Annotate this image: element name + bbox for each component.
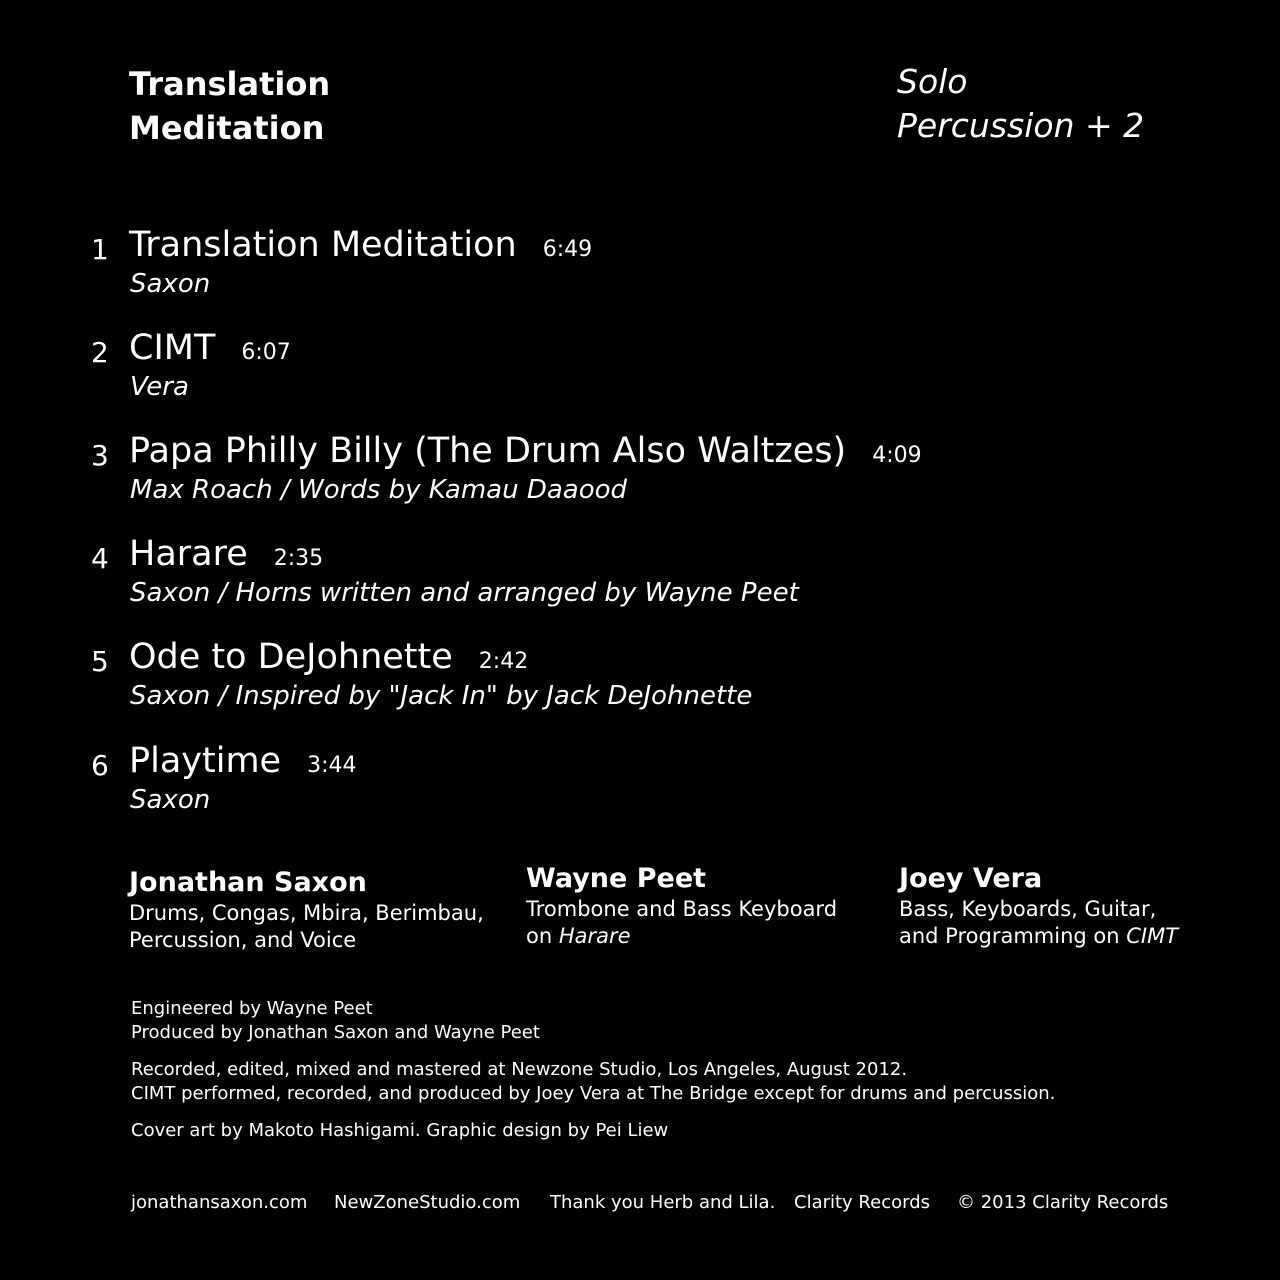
track-heading xyxy=(129,637,528,677)
track-duration: 2:35 xyxy=(273,546,324,571)
track-title: Harare xyxy=(129,534,248,574)
footer-thanks: Thank you Herb and Lila. xyxy=(550,1192,776,1213)
track-heading xyxy=(129,741,356,781)
track-duration: 6:49 xyxy=(542,237,593,262)
album-title-line-2: Meditation xyxy=(129,109,325,147)
track-title: Ode to DeJohnette xyxy=(129,637,453,677)
track-credit: Saxon xyxy=(130,269,211,299)
track-number: 3 xyxy=(91,439,109,472)
album-subtitle-line-2: Percussion + 2 xyxy=(897,106,1145,145)
musician-role xyxy=(129,900,484,954)
footer-link-jonathansaxon[interactable]: jonathansaxon.com xyxy=(131,1192,308,1213)
musician-role-line-1: Trombone and Bass Keyboard xyxy=(526,897,838,921)
track-duration: 6:07 xyxy=(241,340,291,365)
track-credit: Max Roach / Words by Kamau Daaood xyxy=(130,475,628,505)
album-title xyxy=(129,62,330,150)
role-track-name: Harare xyxy=(558,924,631,948)
musician-jonathan-saxon xyxy=(129,866,484,954)
role-prefix: and Programming on xyxy=(899,924,1127,948)
track-number: 6 xyxy=(91,749,109,782)
track-number: 1 xyxy=(91,233,109,266)
track-credit: Saxon / Inspired by "Jack In" by Jack DeJohnette xyxy=(130,681,753,711)
track-number: 5 xyxy=(91,645,109,678)
musician-role-line-1: Bass, Keyboards, Guitar, xyxy=(899,897,1157,921)
musician-role xyxy=(899,896,1178,950)
role-track-name: CIMT xyxy=(1126,924,1179,948)
track-heading xyxy=(129,534,323,574)
musician-role-line-1: Drums, Congas, Mbira, Berimbau, xyxy=(129,901,484,925)
musician-role xyxy=(526,896,837,950)
credits-group-art xyxy=(131,1119,1055,1143)
track-title: Playtime xyxy=(129,741,282,781)
musician-joey-vera xyxy=(899,862,1178,950)
track-5 xyxy=(0,637,1100,737)
track-heading xyxy=(129,431,922,471)
recording-note: Recorded, edited, mixed and mastered at Newzone Studio, Los Angeles, August 2012. xyxy=(131,1059,908,1080)
production-credits xyxy=(131,997,1055,1156)
track-credit: Vera xyxy=(130,372,189,402)
track-1 xyxy=(0,225,1100,325)
track-number: 4 xyxy=(91,542,109,575)
track-number: 2 xyxy=(91,336,109,369)
musician-name: Wayne Peet xyxy=(526,863,707,894)
credits-group-people xyxy=(131,997,1055,1045)
track-duration: 3:44 xyxy=(307,753,357,778)
footer-link-newzonestudio[interactable]: NewZoneStudio.com xyxy=(334,1192,521,1213)
produced-by: Produced by Jonathan Saxon and Wayne Peet xyxy=(131,1022,540,1043)
footer-copyright: © 2013 Clarity Records xyxy=(957,1192,1169,1213)
track-heading xyxy=(129,328,291,368)
track-3 xyxy=(0,431,1100,531)
track-credit: Saxon xyxy=(130,785,211,815)
musician-wayne-peet xyxy=(526,862,837,950)
track-duration: 2:42 xyxy=(478,649,529,674)
art-credit: Cover art by Makoto Hashigami. Graphic design by Pei Liew xyxy=(131,1120,669,1141)
album-subtitle-line-1: Solo xyxy=(897,62,968,101)
track-duration: 4:09 xyxy=(872,443,922,468)
track-6 xyxy=(0,741,1100,841)
musician-role-line-2 xyxy=(526,923,837,950)
album-subtitle xyxy=(897,60,1144,148)
track-title: CIMT xyxy=(129,328,216,368)
track-4 xyxy=(0,534,1100,634)
track-credit: Saxon / Horns written and arranged by Wayne Peet xyxy=(130,578,799,608)
footer-label: Clarity Records xyxy=(794,1192,931,1213)
musician-role-line-2 xyxy=(899,923,1178,950)
musician-role-line-2: Percussion, and Voice xyxy=(129,928,357,952)
engineered-by: Engineered by Wayne Peet xyxy=(131,998,373,1019)
role-prefix: on xyxy=(526,924,559,948)
album-title-line-1: Translation xyxy=(129,65,331,103)
track-2 xyxy=(0,328,1100,428)
track-title: Translation Meditation xyxy=(129,225,517,265)
musician-name: Jonathan Saxon xyxy=(129,867,367,898)
track-heading xyxy=(129,225,592,265)
credits-group-recording xyxy=(131,1058,1055,1106)
musician-name: Joey Vera xyxy=(899,863,1043,894)
cimt-note: CIMT performed, recorded, and produced by Joey Vera at The Bridge except for drums and percussion. xyxy=(131,1083,1056,1104)
track-title: Papa Philly Billy (The Drum Also Waltzes) xyxy=(129,431,847,471)
